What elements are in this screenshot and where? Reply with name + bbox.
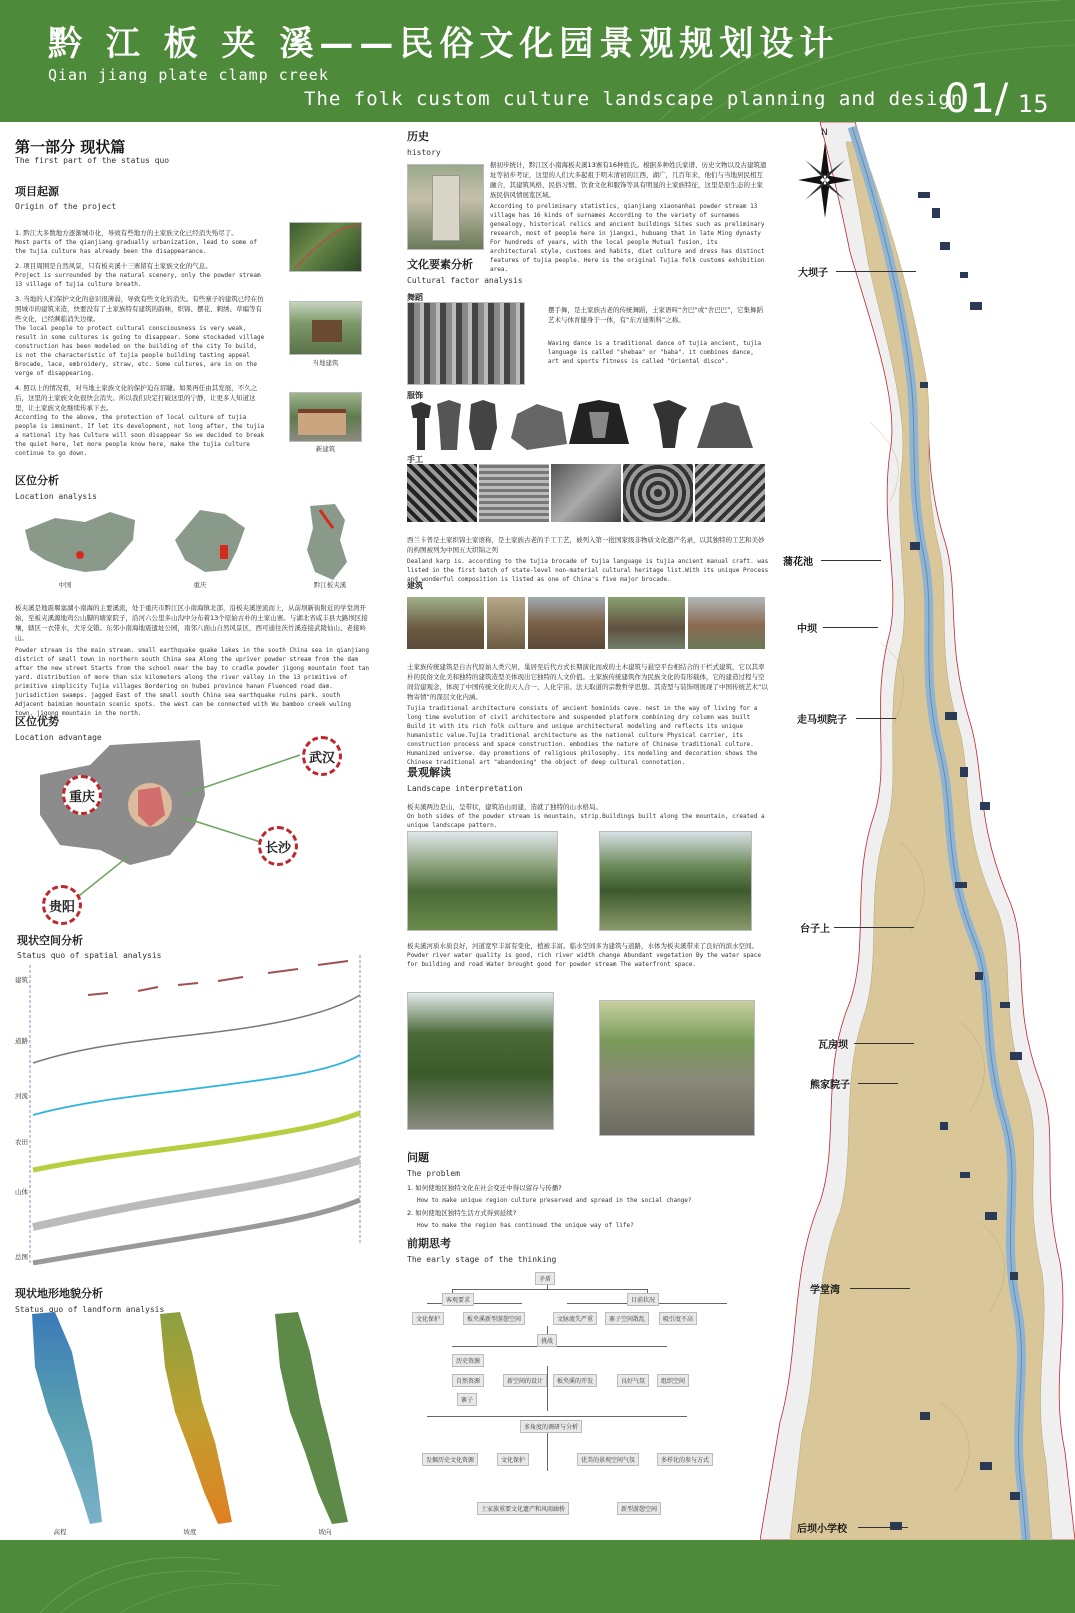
map-label-zhongba: 中坝 <box>797 624 817 635</box>
problem-q2-cn: 2. 如何使地区独特生活方式得到延续? <box>407 1209 517 1217</box>
map-label-taizishang: 台子上 <box>800 924 830 935</box>
site-plan-svg <box>760 122 1075 1540</box>
building-text-cn: 土家族传统建筑是自古代原始人类穴居、巢居至后代方式长期演化而成的土木建筑与悬空平台相结合的干栏式建筑，它以其率朴的民俗文化美和独特的建筑造型美体现出它独特的人文价值。土家族传统建筑作为民族文化的有形载体，它的建造过程与空间营建观念，体现了中国传统文化的天人合一、人化宇宙。法天取道的宗教哲学思想。其造型与装饰则展现了中国传统艺术“以物寄情”的深层文化内涵。 <box>407 663 768 701</box>
building-photo-5 <box>688 597 765 649</box>
craft-photo-5 <box>695 464 765 522</box>
landscape-photo-2 <box>599 831 752 931</box>
spatial-label-master: 总图 <box>15 1253 28 1261</box>
map-leader-wafangba <box>854 1043 914 1044</box>
map-label-xuetangwan: 学堂湾 <box>810 1285 840 1296</box>
footer-banner <box>0 1540 1075 1613</box>
origin-p1-en: Most parts of the qianjiang gradually urbanization, lead to some of the tujia culture has already been the disappearance. <box>15 239 258 255</box>
fc-objective: 客观要求 <box>442 1293 474 1306</box>
advantage-title: 区位优势 <box>15 715 59 728</box>
fc-final-a: 土家族重要文化遗产和风雨廊桥 <box>477 1502 569 1515</box>
fc-cur-c: 吸引度不高 <box>659 1312 697 1325</box>
problem-title: 问题 <box>407 1151 429 1164</box>
costume-photos <box>407 398 767 454</box>
problem-q1-cn: 1. 如何使地区独特文化在社会变迁中得以留存与传播? <box>407 1184 562 1192</box>
map-leader-zoumaba <box>856 718 896 719</box>
slope-shape <box>160 1312 232 1524</box>
thinking-subtitle: The early stage of the thinking <box>407 1255 557 1264</box>
landform-title: 现状地形地貌分析 <box>15 1287 103 1300</box>
map-leader-taizishang <box>834 927 914 928</box>
map-leader-xiongjia <box>858 1083 898 1084</box>
landscape-text-2 <box>407 941 769 969</box>
qianjiang-map-shape <box>307 504 347 580</box>
landscape-subtitle: Landscape interpretation <box>407 784 523 793</box>
landscape-text-1 <box>407 802 769 830</box>
landscape-text-2-en: Powder river water quality is good, rich river width change Abundant vegetation By the water space for building and road Water brought good for powder stream The waterfront space. <box>407 952 762 968</box>
craft-text-en: Dealand karp is. according to the tujia brocade of tujia language is tujia ancient manual craft. was listed in the first batch of state-level non-material cultural heritage list.With its unique Process and wonderful composition is listed as one of China's five major brocade. <box>407 558 769 583</box>
fc-root: 矛盾 <box>535 1272 555 1285</box>
map-label-wafangba: 瓦房坝 <box>818 1040 848 1051</box>
map-leader-houba-school <box>858 1527 908 1528</box>
location-subtitle: Location analysis <box>15 492 97 501</box>
fc-out-a: 发掘历史文化资源 <box>422 1453 478 1466</box>
map-leader-dabazi <box>836 271 916 272</box>
costume-label: 服饰 <box>407 391 423 400</box>
fc-final-b: 新型游憩空间 <box>617 1502 661 1515</box>
building-label: 建筑 <box>407 581 423 590</box>
landscape-text-1-cn: 板夹溪两边是山，呈带状，建筑沿山而建，造就了独特的山水格局。 <box>407 803 602 811</box>
landscape-title: 景观解读 <box>407 766 451 779</box>
landscape-text-1-en: On both sides of the powder stream is mountain, strip.Buildings built along the mountain, created a unique landscape pattern. <box>407 813 765 829</box>
spatial-label-river: 河流 <box>15 1092 28 1100</box>
dance-text-en: Waving dance is a traditional dance of tujia ancient, tujia language is called "shebaa" or "baba". it combines dance, art and sports fitness is called "Oriental disco". <box>548 340 762 365</box>
building-photo-3 <box>528 597 605 649</box>
aspect-shape <box>275 1312 348 1524</box>
building-text-en: Tujia traditional architecture consists of ancient hominids cave. nest in the way of living for a long time evolution of civil architecture and suspended platform combining dry column was built Build it with its rich folk culture and unique architectural modeling and reflects its unique humanistic value.Tujia traditional architecture as the national culture Physical carrier, its construction process and space construction. embodies the nature of Chinese traditional culture. Humanized universe. day promotions of religious philosophy. its modeling and decoration shows the Chinese traditional art "abandoning" the object of deep cultural connotation. <box>407 705 758 766</box>
origin-p3-en: The local people to protect cultural consciousness is very weak, result in some cultures is going to disappear. Some stockaded village construction has been modeled on the building of the city To build, is not the characteristic of tujia people building tasting appeal Brocade, lace, embroidery, straw, etc. Some cultures, are in on the verge of disappearing. <box>15 325 265 377</box>
advantage-subtitle: Location advantage <box>15 733 102 742</box>
spatial-label-mountain: 山体 <box>15 1188 28 1196</box>
chongqing-caption: 重庆 <box>193 581 207 589</box>
elevation-shape <box>32 1312 102 1524</box>
north-label: N <box>821 128 828 138</box>
map-leader-zhongba <box>823 627 878 628</box>
layer-river <box>33 1055 360 1115</box>
local-building-caption: 当地建筑 <box>312 359 339 367</box>
spatial-subtitle: Status quo of spatial analysis <box>17 951 162 960</box>
culture-subtitle: Cultural factor analysis <box>407 276 523 285</box>
new-building-photo <box>289 392 362 442</box>
local-building-photo <box>289 301 362 355</box>
map-label-dabazi: 大坝子 <box>798 268 828 279</box>
building-photo-2 <box>487 597 525 649</box>
new-building-caption: 新建筑 <box>315 445 336 453</box>
location-title: 区位分析 <box>15 474 59 487</box>
origin-p3-cn: 3. 当地的人们保护文化的意识很薄弱，导致有些文化的消失。有些寨子的建筑已经在仿照城市的建筑来造，快要没有了土家族特有建筑的韵味，织锦、摆花、刺绣、草编等有些文化，已经濒临消失边缘。 <box>15 295 264 323</box>
slope-caption: 坡度 <box>183 1528 197 1536</box>
craft-label: 手工 <box>407 455 423 464</box>
footer-leaf-decoration <box>0 1540 1075 1613</box>
building-photo-4 <box>608 597 685 649</box>
dance-text-cn: 摆手舞，是土家族古老的传统舞蹈，土家语叫“舍巴”或“舍巴巴”，它集舞蹈艺术与体育健身于一体，有“东方迪斯科”之称。 <box>548 306 763 324</box>
origin-text-block <box>15 228 265 458</box>
fc-obj-b: 板夹溪新型游憩空间 <box>463 1312 525 1325</box>
craft-photo-1 <box>407 464 477 522</box>
fc-ch-e: 板夹溪的开发 <box>553 1374 597 1387</box>
landscape-photo-1 <box>407 831 558 931</box>
city-marker-guiyang: 贵阳 <box>42 885 82 925</box>
map-label-puhuachi: 蒲花池 <box>783 557 813 568</box>
problem-list <box>407 1183 769 1230</box>
fc-out-b: 文化保护 <box>497 1453 529 1466</box>
map-label-xiongjia: 熊家院子 <box>810 1080 850 1091</box>
fc-cur-b: 寨子空间散乱 <box>605 1312 649 1325</box>
craft-photo-4 <box>623 464 693 522</box>
poster-title-en-line2: The folk custom culture landscape planning and design <box>304 88 964 110</box>
thinking-title: 前期思考 <box>407 1237 451 1250</box>
dance-label: 舞蹈 <box>407 293 423 302</box>
craft-text-block <box>407 535 769 584</box>
location-text-block <box>15 603 370 718</box>
building-photo-1 <box>407 597 484 649</box>
map-leader-xuetangwan <box>850 1288 910 1289</box>
river-photo-2 <box>599 1000 755 1136</box>
map-leader-puhuachi <box>821 560 881 561</box>
origin-title: 项目起源 <box>15 185 59 198</box>
history-text-en: According to preliminary statistics, qianjiang xiaonanhai powder stream 13 village has 16 kinds of surnames According to the variety of surnames genealogy, historical relics and ancient buildings Sites such as preliminary research, most of people here in jiangxi, hubuang that in late Ming dynasty For hundreds of years, with the local people Mutual fusion, its architectural style, customs and habits, diet culture and dress has distinct features of tujia people. Here is the original Tujia folk customs exhibition area. <box>490 203 765 273</box>
landscape-text-2-cn: 板夹溪河质水质良好，河道宽窄丰富有变化，植被丰富。临水空间多为建筑与道路，水体为板夹溪带来了良好的滨水空间。 <box>407 942 758 950</box>
craft-text-cn: 西兰卡普是土家织锦土家语称，是土家族古老的手工工艺，被列入第一批国家级非物质文化遗产名录，以其独特的工艺和美妙的构图被列为中国五大织锦之列 <box>407 536 765 554</box>
satellite-photo <box>289 222 362 272</box>
craft-photo-2 <box>479 464 549 522</box>
dance-photo <box>407 302 525 385</box>
layer-buildings <box>88 961 348 995</box>
site-plan-map <box>760 122 1075 1540</box>
poster-title-cn: 黔 江 板 夹 溪——民俗文化园景观规划设计 <box>48 24 840 64</box>
fc-obj-a: 文化保护 <box>412 1312 444 1325</box>
part-subtitle: The first part of the status quo <box>15 156 170 165</box>
landform-subtitle: Status quo of landform analysis <box>15 1305 165 1314</box>
problem-q2-en: How to make the region has continued the unique way of life? <box>417 1222 634 1229</box>
fc-out-d: 多样化的参与方式 <box>657 1453 713 1466</box>
china-caption: 中国 <box>58 581 72 589</box>
origin-subtitle: Origin of the project <box>15 202 117 211</box>
poster-title-en-line1: Qian jiang plate clamp creek <box>48 66 329 84</box>
page-number: 01/ <box>944 76 1009 122</box>
fc-challenge: 挑战 <box>537 1334 557 1347</box>
china-map-shape <box>25 512 135 572</box>
origin-p2-cn: 2. 项目周围是自然风景，只有板夹溪十三寨留有土家族文化的气息。 <box>15 262 212 270</box>
landform-maps <box>20 1312 370 1534</box>
layer-master-plan <box>33 1200 360 1263</box>
fc-cur-a: 文脉流失严重 <box>553 1312 597 1325</box>
spatial-label-farmland: 农田 <box>15 1138 28 1146</box>
city-marker-changsha: 长沙 <box>258 826 298 866</box>
origin-p4-en: According to the above, the protection of local culture of tujia people is imminent. If let its development, not long after, the tujia a national ity has Culture will soon disappear So we decided to break the quiet here, let more people know here, make the tujia culture continue to go down. <box>15 414 265 457</box>
thinking-flowchart <box>407 1266 767 1526</box>
spatial-label-road: 道路 <box>15 1037 28 1045</box>
building-photo-strip <box>407 597 765 649</box>
qianjiang-caption: 黔江板夹溪 <box>313 581 347 589</box>
craft-photo-3 <box>551 464 621 522</box>
layer-farmland <box>33 1113 360 1170</box>
origin-p2-en: Project is surrounded by the natural scenery, only the powder stream 13 village of tujia culture breath. <box>15 272 261 288</box>
history-title: 历史 <box>407 130 429 143</box>
layer-road <box>33 995 360 1063</box>
fc-ch-c: 寨子 <box>457 1393 477 1406</box>
craft-photo-strip <box>407 464 765 522</box>
problem-subtitle: The problem <box>407 1169 460 1178</box>
map-label-houba-school: 后坝小学校 <box>797 1524 847 1535</box>
history-subtitle: history <box>407 148 441 157</box>
page-total: 15 <box>1018 90 1049 118</box>
building-text-block <box>407 662 769 767</box>
problem-q1-en: How to make unique region culture preserved and spread in the social change? <box>417 1197 692 1204</box>
origin-p4-cn: 4. 照以上的情况看，对当地土家族文化的保护迫在眉睫。如果再任由其发展，不久之后，这里的土家族文化很快会消失。所以我们决定打破这里的宁静，让更多人知道这里，让土家族文化继续传承下去。 <box>15 384 258 412</box>
fc-out-c: 优美的景观空间气氛 <box>577 1453 639 1466</box>
location-text-cn: 板夹溪是地震堰塞湖小南海的主要溪流，处于重庆市黔江区小南海镇北部，沿板夹溪逆流而上，从前坝新街附近的学堂湾开始，至板夹溪源地鸡公山脚的塘家院子，沿河六公里多山沟中分布着13个原始古朴的土家山寨。与湖北省咸丰县大路坝区接壤，辖区一衣带水，犬牙交错。东邻小南海地震遗址公园，南邻八面山自然风景区，西可通往茨竹溪连接武陵仙山、老接岭山。 <box>15 604 368 642</box>
part-title: 第一部分 现状篇 <box>15 138 126 156</box>
location-maps <box>15 500 375 590</box>
location-text-en: Powder stream is the main stream. small earthquake quake lakes in the south China sea in qianjiang district of small town in northern south China sea Along the upriver powder stream from the dam after the new street Starts from the school near the bay to cradle powder jigong mountain foot tan yard. distribution of more than six kilometers along the river valley in the 13 primitive of primitive simplicity Tujia villages Bordering on hubei province hanan Fluenced road dam. jurisdiction swamps. jagged East of the small south China sea earthquake ruins park. south Adjacent baimian mountain scenic spots. the west can be connected with Wu bamboo creek wuling town. jigong mountain in the north. <box>15 647 370 717</box>
fc-ch-g: 组织空间 <box>657 1374 689 1387</box>
elevation-caption: 高程 <box>53 1528 67 1536</box>
history-stele-photo <box>407 164 484 250</box>
map-label-zoumaba: 走马坝院子 <box>797 715 847 726</box>
culture-title: 文化要素分析 <box>407 258 473 271</box>
dance-text-block <box>548 305 766 366</box>
north-arrow-icon <box>790 130 860 230</box>
spatial-label-building: 建筑 <box>15 976 28 984</box>
fc-ch-b: 自然资源 <box>452 1374 484 1387</box>
spatial-title: 现状空间分析 <box>17 934 83 947</box>
history-text-block <box>490 160 768 274</box>
fc-ch-d: 新空间的设计 <box>503 1374 547 1387</box>
river-photo-1 <box>407 992 554 1130</box>
aspect-caption: 坡向 <box>318 1528 332 1536</box>
fc-multi: 多角度的调研与分析 <box>520 1420 582 1433</box>
fc-ch-a: 历史资源 <box>452 1354 484 1367</box>
city-marker-wuhan: 武汉 <box>302 736 342 776</box>
spatial-layers-diagram <box>28 945 368 1265</box>
origin-p1-cn: 1. 黔江大多数地方逐渐城市化，导致有些地方的土家族文化已经消失殆尽了。 <box>15 229 238 237</box>
chongqing-map-shape <box>175 510 245 572</box>
fc-ch-f: 良好气氛 <box>617 1374 649 1387</box>
fc-current: 目前状况 <box>627 1293 659 1306</box>
history-text-cn: 据初步统计，黔江区小南海板夹溪13寨有16种姓氏。根据多种姓氏家谱、历史文物以及古建筑遗址等初步考证，这里的人们大多起祖于明末清初的江西、湖广，几百年来，他们与当地居民相互融合，其建筑风格、民俗习惯、饮食文化和服饰等具有明显的土家族特征，这里是原生态的土家族民俗风情展览区域。 <box>490 161 767 199</box>
city-marker-chongqing: 重庆 <box>62 775 102 815</box>
